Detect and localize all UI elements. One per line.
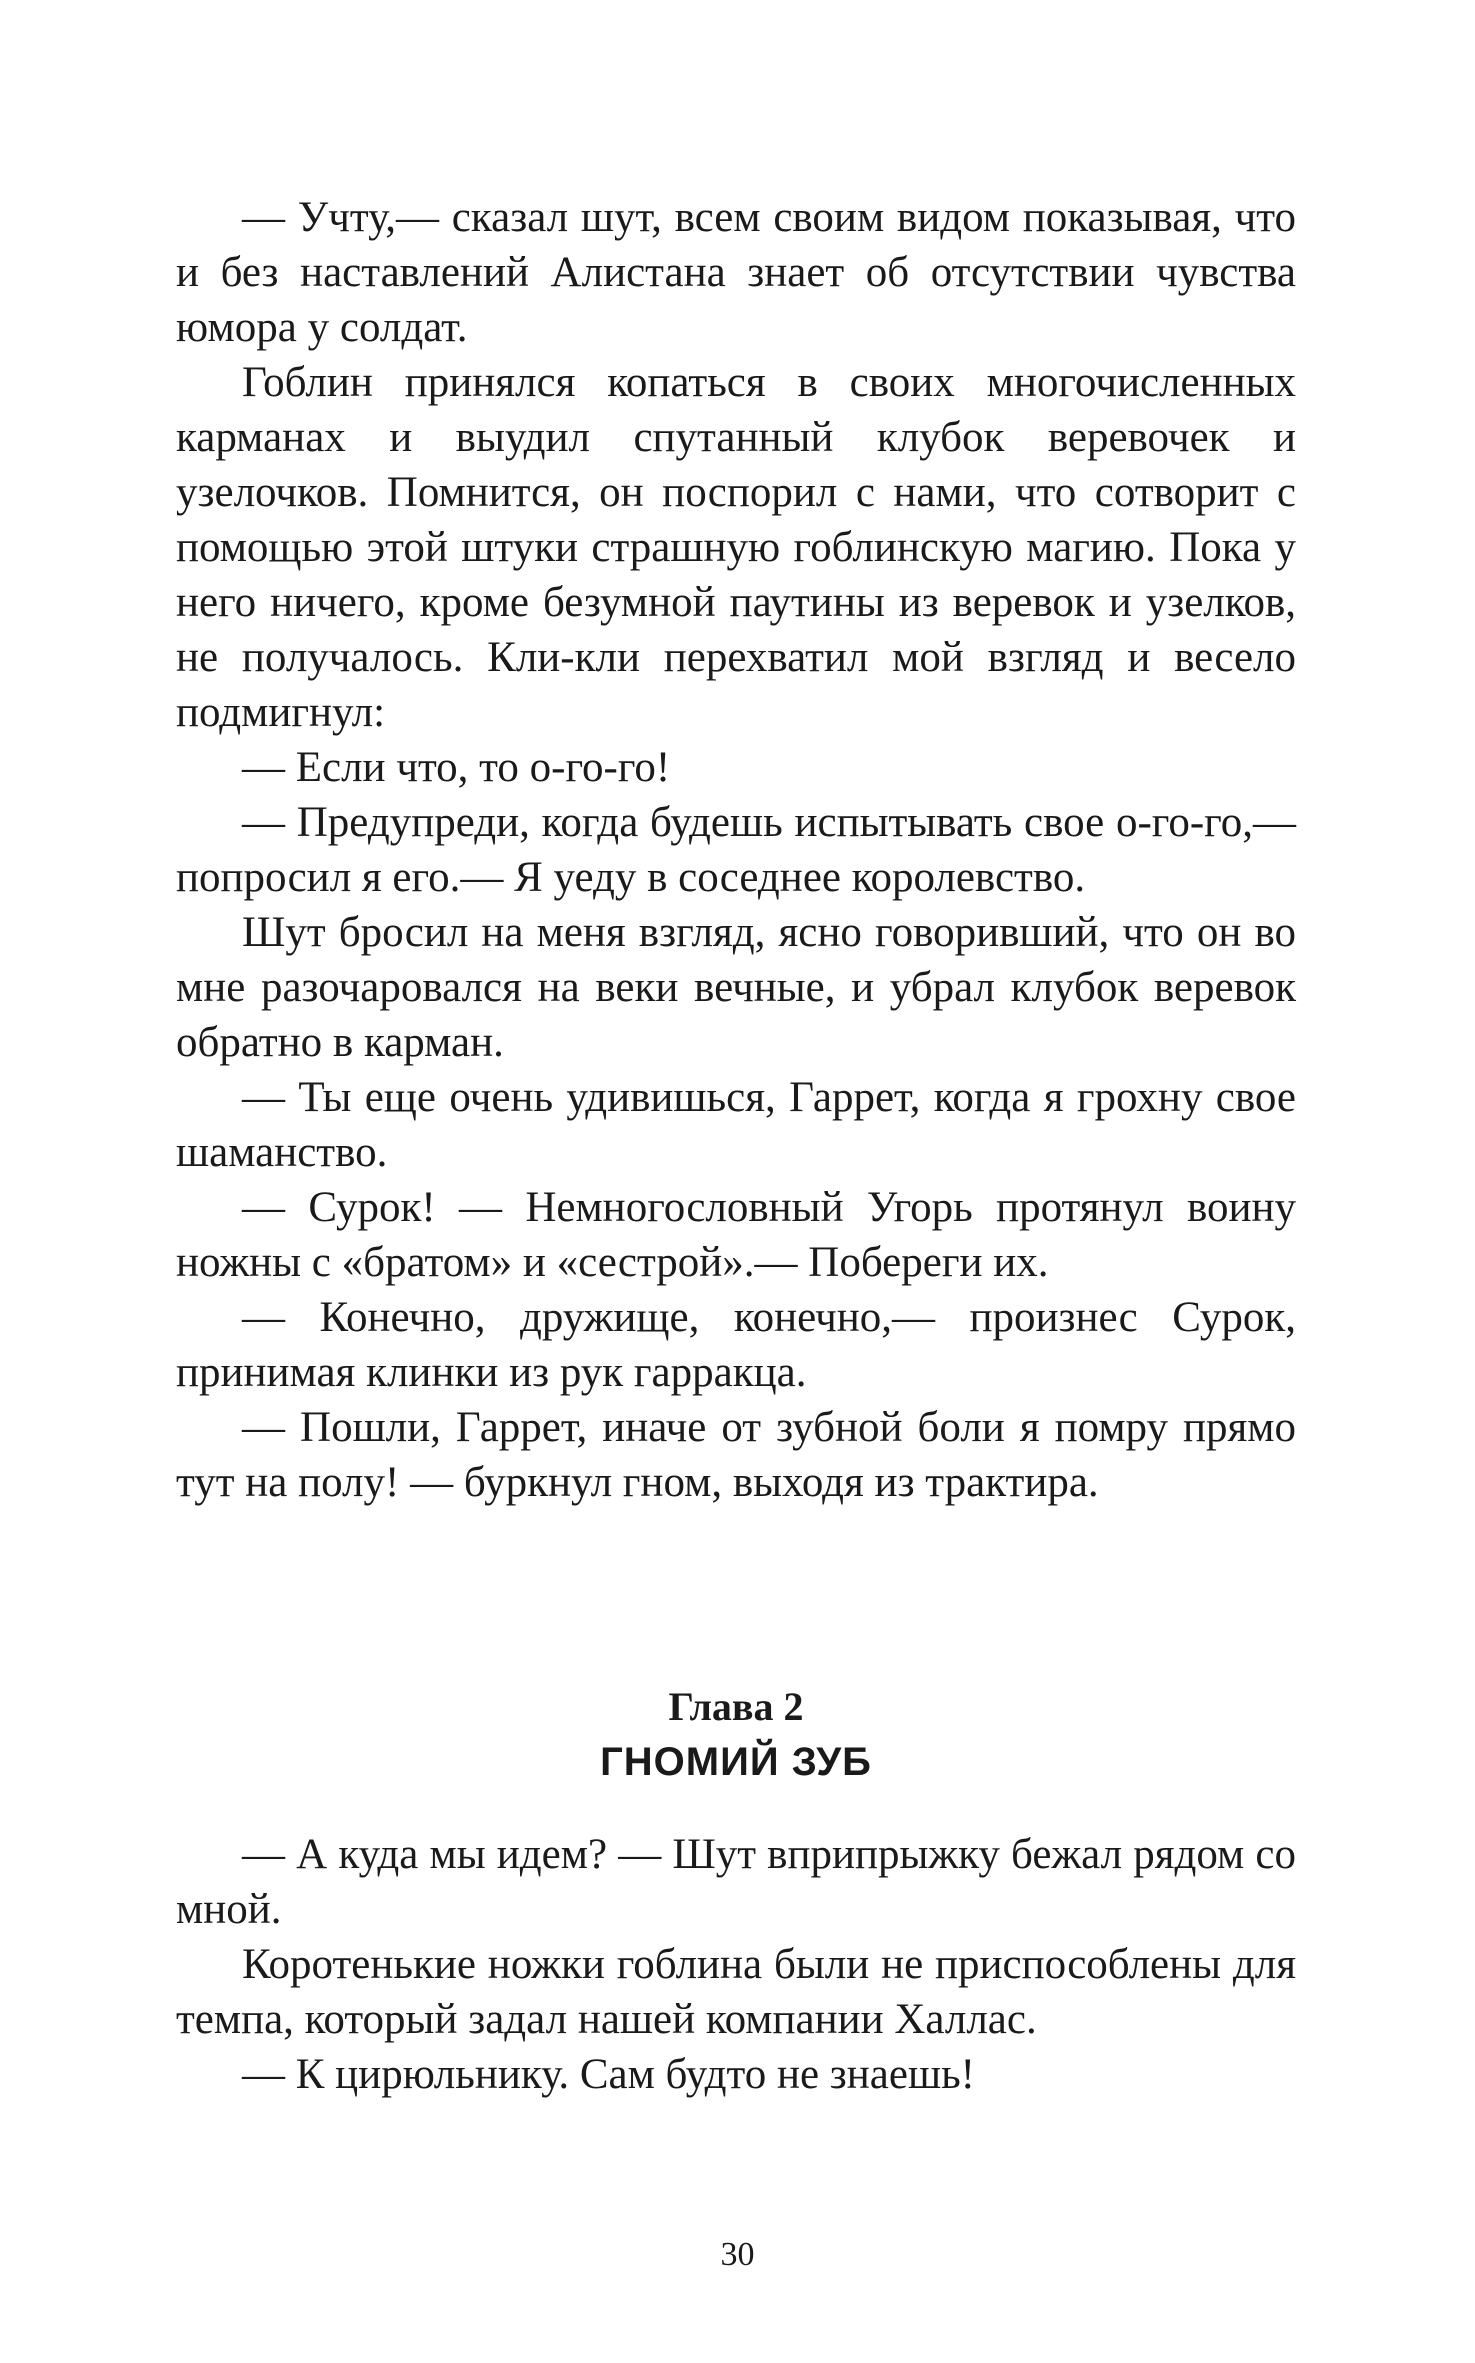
paragraph: Коротенькие ножки гоблина были не приспособлены для темпа, который задал нашей компании Халлас. [176,1941,1296,2043]
chapter-heading [176,1680,1296,1790]
chapter-number: Глава 2 [668,1684,804,1729]
paragraph: Шут бросил на меня взгляд, ясно говоривший, что он во мне разочаровался на веки вечные, и убрал клубок веревок обратно в карман. [176,909,1296,1066]
page-number: 30 [720,2236,755,2273]
paragraph: — Если что, то о-го-го! [242,744,671,791]
paragraph: Гоблин принялся копаться в своих многочисленных карманах и выудил спутанный клубок веревочек и узелочков. Помнится, он поспорил с нами, что сотворит с помощью этой штуки страшную гоблинскую магию. Пока у него ничего, кроме безумной паутины из веревок и узелков, не получалось. Кли-кли перехватил мой взгляд и весело подмигнул: [176,359,1296,736]
paragraph: — Предупреди, когда будешь испытывать свое о-го-го,— попросил я его.— Я уеду в соседнее королевство. [176,799,1296,901]
text-block-bottom [176,1827,1296,2102]
paragraph: — А куда мы идем? — Шут вприпрыжку бежал рядом со мной. [176,1831,1296,1933]
paragraph: — Пошли, Гаррет, иначе от зубной боли я помру прямо тут на полу! — буркнул гном, выходя из трактира. [176,1404,1296,1506]
text-block-top [176,190,1296,1510]
paragraph: — Сурок! — Немногословный Угорь протянул воину ножны с «братом» и «сестрой».— Побереги их. [176,1184,1296,1286]
paragraph: — Конечно, дружище, конечно,— произнес Сурок, принимая клинки из рук гарракца. [176,1294,1296,1396]
paragraph: — Учту,— сказал шут, всем своим видом показывая, что и без наставлений Алистана знает об отсутствии чувства юмора у солдат. [176,194,1296,351]
chapter-title: ГНОМИЙ ЗУБ [600,1740,872,1784]
paragraph: — К цирюльнику. Сам будто не знаешь! [242,2051,975,2098]
paragraph: — Ты еще очень удивишься, Гаррет, когда я грохну свое шаманство. [176,1074,1296,1176]
